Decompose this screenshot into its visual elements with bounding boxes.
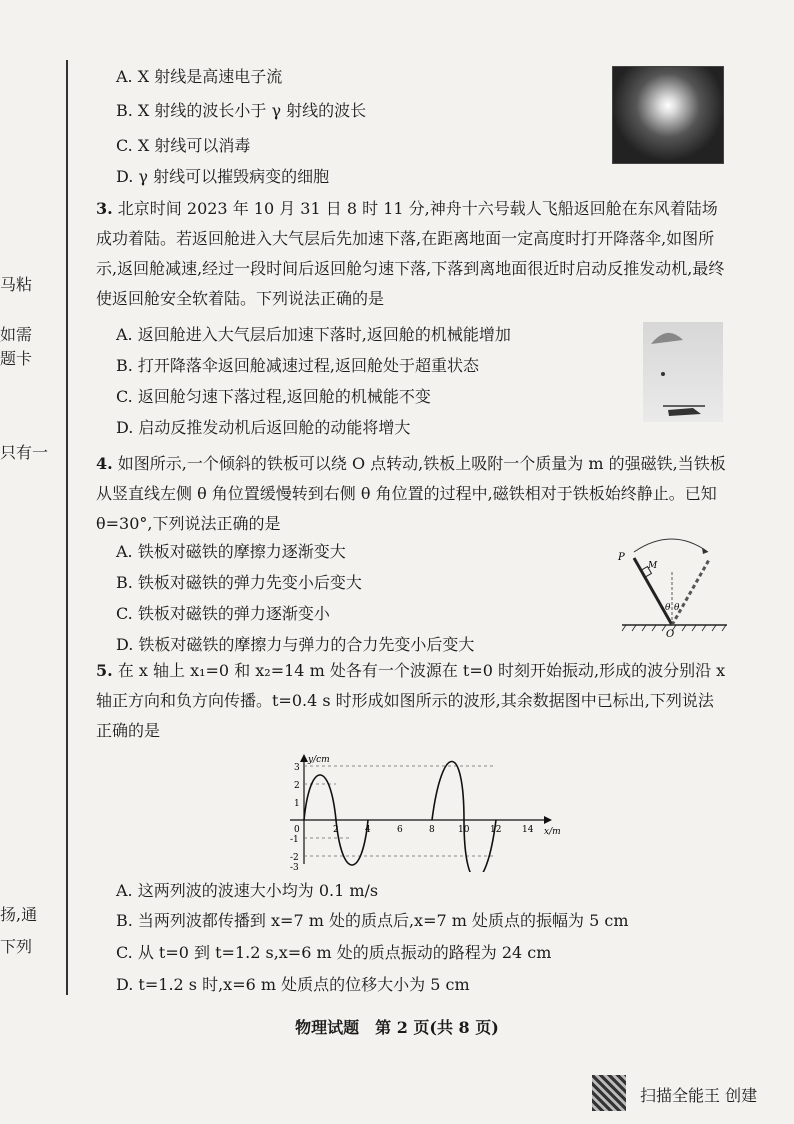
iron-plate-diagram bbox=[612, 530, 732, 640]
qr-code-icon bbox=[592, 1075, 626, 1111]
q2-option-d: D. γ 射线可以摧毁病变的细胞 bbox=[116, 167, 330, 186]
x-tick: 14 bbox=[522, 825, 534, 835]
q2-option-b: B. X 射线的波长小于 γ 射线的波长 bbox=[116, 101, 367, 120]
q5-option-c: C. 从 t=0 到 t=1.2 s,x=6 m 处的质点振动的路程为 24 cm bbox=[116, 943, 552, 962]
label-p: P bbox=[618, 552, 625, 563]
margin-line bbox=[66, 60, 68, 995]
label-m: M bbox=[648, 561, 658, 571]
side-note: 扬,通 bbox=[0, 905, 38, 924]
x-tick: 12 bbox=[490, 825, 502, 835]
q5-text: 在 x 轴上 x₁=0 和 x₂=14 m 处各有一个波源在 t=0 时刻开始振动,形成的波分别沿 x 轴正方向和负方向传播。t=0.4 s 时形成如图所示的波形,其余数据图中已标出,下列说法正确的是 bbox=[96, 661, 726, 740]
q4-option-d: D. 铁板对磁铁的摩擦力与弹力的合力先变小后变大 bbox=[116, 635, 475, 654]
side-note: 题卡 bbox=[0, 349, 33, 368]
page-footer: 物理试题 第 2 页(共 8 页) bbox=[295, 1018, 499, 1037]
q4-text: 如图所示,一个倾斜的铁板可以绕 O 点转动,铁板上吸附一个质量为 m 的强磁铁,当铁板从竖直线左侧 θ 角位置缓慢转到右侧 θ 角位置的过程中,磁铁相对于铁板始终静止。已知 θ=30°,下列说法正确的是 bbox=[96, 454, 726, 533]
q3-text: 北京时间 2023 年 10 月 31 日 8 时 11 分,神舟十六号载人飞船返回舱在东风着陆场成功着陆。若返回舱进入大气层后先加速下落,在距离地面一定高度时打开降落伞,如图所示,返回舱减速,经过一段时间后返回舱匀速下落,下落到离地面很近时启动反推发动机,最终使返回舱安全软着陆。下列说法正确的是 bbox=[96, 199, 725, 308]
y-tick: -3 bbox=[290, 863, 299, 872]
y-tick: 1 bbox=[294, 799, 300, 809]
x-tick: 2 bbox=[333, 825, 339, 835]
q2-option-c: C. X 射线可以消毒 bbox=[116, 136, 251, 155]
q5-stem bbox=[96, 656, 726, 746]
capsule-photo bbox=[643, 322, 723, 422]
x-tick: 6 bbox=[397, 825, 403, 835]
y-tick: -2 bbox=[290, 853, 299, 863]
q4-number: 4. bbox=[96, 454, 113, 473]
y-tick: -1 bbox=[290, 835, 299, 845]
side-note: 下列 bbox=[0, 937, 33, 956]
q3-option-a: A. 返回舱进入大气层后加速下落时,返回舱的机械能增加 bbox=[116, 325, 511, 344]
q3-number: 3. bbox=[96, 199, 113, 218]
xray-photo bbox=[612, 66, 724, 164]
scanner-label: 扫描全能王 创建 bbox=[640, 1086, 758, 1105]
x-axis-label: x/m bbox=[544, 827, 561, 837]
side-note: 只有一 bbox=[0, 443, 49, 462]
y-tick: 2 bbox=[294, 781, 300, 791]
label-theta-right: θ bbox=[674, 603, 680, 613]
q3-stem bbox=[96, 194, 726, 314]
q4-option-b: B. 铁板对磁铁的弹力先变小后变大 bbox=[116, 573, 362, 592]
x-tick: 4 bbox=[365, 825, 371, 835]
q4-option-a: A. 铁板对磁铁的摩擦力逐渐变大 bbox=[116, 542, 346, 561]
x-tick: 8 bbox=[429, 825, 435, 835]
q5-option-d: D. t=1.2 s 时,x=6 m 处质点的位移大小为 5 cm bbox=[116, 975, 470, 994]
x-tick: 10 bbox=[458, 825, 470, 835]
scanner-watermark bbox=[592, 1075, 792, 1115]
side-note: 马粘 bbox=[0, 275, 33, 294]
wave-graph bbox=[280, 752, 570, 872]
q4-option-c: C. 铁板对磁铁的弹力逐渐变小 bbox=[116, 604, 330, 623]
q3-option-c: C. 返回舱匀速下落过程,返回舱的机械能不变 bbox=[116, 387, 431, 406]
q2-option-a: A. X 射线是高速电子流 bbox=[116, 67, 283, 86]
y-axis-label: y/cm bbox=[308, 755, 330, 765]
q5-option-b: B. 当两列波都传播到 x=7 m 处的质点后,x=7 m 处质点的振幅为 5 cm bbox=[116, 911, 629, 930]
side-note: 如需 bbox=[0, 325, 33, 344]
label-theta-left: θ bbox=[665, 603, 671, 613]
q3-option-b: B. 打开降落伞返回舱减速过程,返回舱处于超重状态 bbox=[116, 356, 480, 375]
q5-option-a: A. 这两列波的波速大小均为 0.1 m/s bbox=[116, 881, 379, 900]
y-tick: 3 bbox=[294, 763, 300, 773]
label-o: O bbox=[666, 629, 675, 640]
q4-stem bbox=[96, 449, 726, 539]
q3-option-d: D. 启动反推发动机后返回舱的动能将增大 bbox=[116, 418, 411, 437]
q5-number: 5. bbox=[96, 661, 113, 680]
origin-label: 0 bbox=[294, 825, 300, 835]
